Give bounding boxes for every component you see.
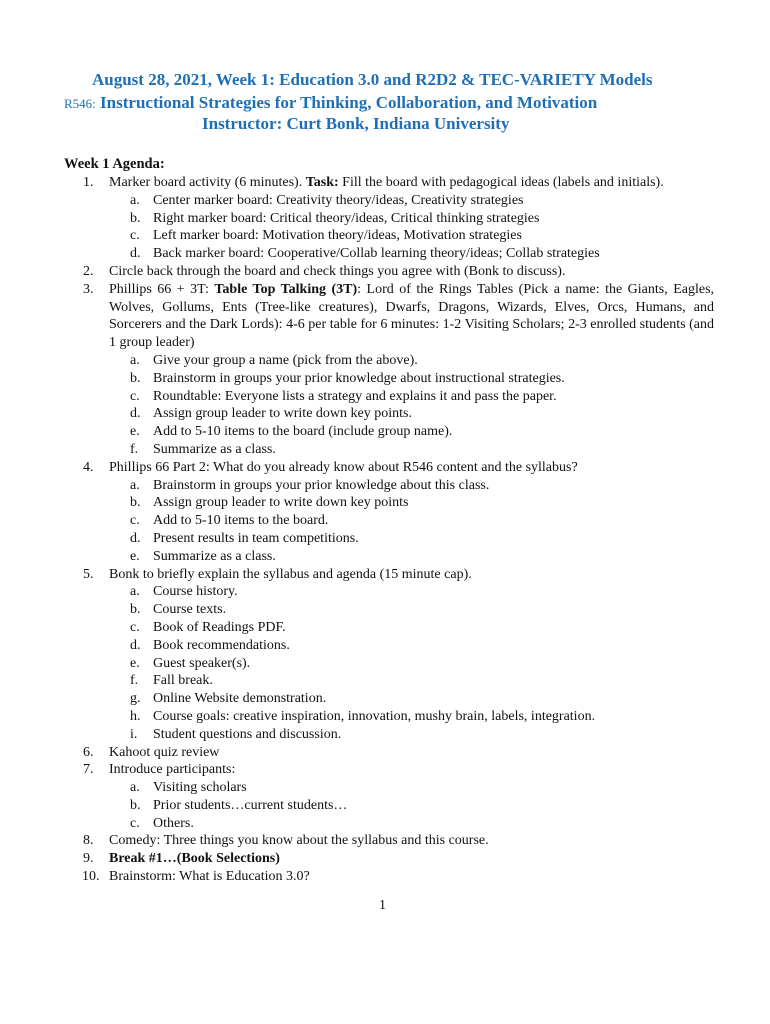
- agenda-subitem: [64, 708, 714, 726]
- item-text: Bonk to briefly explain the syllabus and agenda (15 minute cap).: [109, 566, 472, 582]
- agenda-subitem: [64, 370, 714, 388]
- item-text-post: : Lord of the Rings Tables (Pick a name: the Giants, Eagles, Wolves, Gollums, Ents (Tree-like creatures), Dwarfs, Dragons, Wizards, Elves, Orcs, Humans, and Sorcerers and the Dark Lords): 4-6 per table for 6 minutes: 1-2 Visiting Scholars; 2-3 enrolled students (and 1 group leader): [109, 281, 715, 351]
- item-text: Comedy: Three things you know about the syllabus and this course.: [109, 833, 489, 849]
- agenda-item: [64, 566, 714, 584]
- subitem-letter: a.: [130, 352, 140, 368]
- item-number: 1.: [83, 175, 94, 190]
- subitem-text: Right marker board: Critical theory/ideas, Critical thinking strategies: [153, 210, 540, 226]
- item-number: 7.: [83, 762, 94, 778]
- subitem-letter: d.: [130, 246, 141, 262]
- agenda-subitem: [64, 637, 714, 655]
- subitem-text: Roundtable: Everyone lists a strategy and explains it and pass the paper.: [153, 388, 557, 404]
- agenda-subitem: [64, 690, 714, 708]
- subitem-letter: h.: [130, 708, 141, 724]
- agenda-subitem: [64, 405, 714, 423]
- subitem-text: Fall break.: [153, 673, 213, 689]
- agenda-subitem: [64, 245, 714, 263]
- subitem-text: Guest speaker(s).: [153, 655, 251, 671]
- item-text: Phillips 66 Part 2: What do you already know about R546 content and the syllabus?: [109, 459, 578, 475]
- agenda-subitem: [64, 815, 714, 833]
- agenda-item: [64, 459, 714, 477]
- agenda-item: [64, 263, 714, 281]
- subitem-text: Prior students…current students…: [153, 797, 348, 813]
- agenda-item: [64, 832, 714, 850]
- subitem-text: Left marker board: Motivation theory/ideas, Motivation strategies: [153, 228, 522, 244]
- agenda-subitem: [64, 477, 714, 495]
- item-number: 5.: [83, 566, 94, 582]
- agenda-heading: Week 1 Agenda:: [64, 156, 165, 172]
- agenda-subitem: [64, 530, 714, 548]
- subitem-text: Course goals: creative inspiration, innovation, mushy brain, labels, integration.: [153, 708, 596, 724]
- agenda-subitem: [64, 512, 714, 530]
- subitem-letter: f.: [130, 441, 139, 457]
- agenda-subitem: [64, 655, 714, 673]
- subitem-letter: d.: [130, 530, 141, 546]
- item-text: Kahoot quiz review: [109, 744, 220, 760]
- agenda-subitem: [64, 352, 714, 370]
- subitem-letter: b.: [130, 797, 141, 813]
- agenda-subitem: [64, 192, 714, 210]
- subitem-letter: a.: [130, 584, 140, 600]
- item-number: 9.: [83, 851, 94, 867]
- subitem-letter: c.: [130, 619, 140, 635]
- subitem-letter: e.: [130, 548, 140, 564]
- subitem-text: Online Website demonstration.: [153, 691, 327, 707]
- subitem-letter: b.: [130, 370, 141, 386]
- subitem-letter: d.: [130, 637, 141, 653]
- subitem-text: Assign group leader to write down key points.: [153, 406, 412, 422]
- item-text: Break #1…(Book Selections): [109, 851, 280, 867]
- subitem-text: Brainstorm in groups your prior knowledge about this class.: [153, 477, 490, 493]
- agenda-subitem: [64, 726, 714, 744]
- agenda-subitem: [64, 548, 714, 566]
- subitem-text: Course texts.: [153, 602, 227, 618]
- item-text: [109, 175, 664, 190]
- subitem-text: Present results in team competitions.: [153, 530, 359, 546]
- item-number: 3.: [83, 281, 94, 297]
- subitem-text: Visiting scholars: [153, 780, 247, 796]
- subitem-text: Brainstorm in groups your prior knowledge about instructional strategies.: [153, 370, 565, 386]
- subitem-text: Center marker board: Creativity theory/ideas, Creativity strategies: [153, 192, 524, 208]
- document-title: August 28, 2021, Week 1: Education 3.0 and R2D2 & TEC-VARIETY Models: [92, 70, 653, 89]
- subitem-letter: c.: [130, 513, 140, 529]
- item-text: Introduce participants:: [109, 762, 236, 778]
- item-number: 8.: [83, 833, 94, 849]
- item-text-bold: Task:: [305, 175, 339, 190]
- item-number: 10.: [82, 869, 100, 885]
- subitem-letter: i.: [130, 726, 138, 742]
- item-text: Circle back through the board and check things you agree with (Bonk to discuss).: [109, 263, 566, 279]
- subitem-letter: b.: [130, 602, 141, 618]
- subitem-text: Course history.: [153, 584, 238, 600]
- subitem-text: Book of Readings PDF.: [153, 619, 286, 635]
- agenda-item: [64, 868, 714, 886]
- subitem-letter: a.: [130, 192, 140, 208]
- agenda-subitem: [64, 601, 714, 619]
- subitem-letter: d.: [130, 406, 141, 422]
- agenda-item: [64, 281, 714, 352]
- agenda-subitem: [64, 619, 714, 637]
- agenda-subitem: [64, 494, 714, 512]
- agenda-list: [64, 174, 714, 886]
- subitem-letter: b.: [130, 495, 141, 511]
- subitem-letter: c.: [130, 228, 140, 244]
- course-code: R546:: [64, 96, 96, 111]
- item-text-bold: Table Top Talking (3T): [214, 281, 358, 297]
- course-title: [64, 93, 597, 113]
- subitem-text: Book recommendations.: [153, 637, 290, 653]
- item-text-post: Fill the board with pedagogical ideas (labels and initials).: [338, 175, 664, 190]
- agenda-item: [64, 761, 714, 779]
- agenda-item: [64, 174, 714, 192]
- subitem-text: Back marker board: Cooperative/Collab learning theory/ideas; Collab strategies: [153, 246, 600, 262]
- subitem-text: Assign group leader to write down key points: [153, 495, 409, 511]
- item-number: 2.: [83, 263, 94, 279]
- agenda-item: [64, 850, 714, 868]
- subitem-letter: f.: [130, 673, 139, 689]
- subitem-letter: e.: [130, 424, 140, 440]
- subitem-text: Others.: [153, 815, 194, 831]
- agenda-subitem: [64, 227, 714, 245]
- course-name: Instructional Strategies for Thinking, Collaboration, and Motivation: [100, 93, 598, 112]
- agenda-subitem: [64, 423, 714, 441]
- item-number: 4.: [83, 459, 94, 475]
- agenda-subitem: [64, 441, 714, 459]
- agenda-item: [64, 744, 714, 762]
- item-text-pre: Phillips 66 + 3T:: [109, 281, 215, 297]
- agenda-subitem: [64, 672, 714, 690]
- subitem-text: Student questions and discussion.: [153, 726, 342, 742]
- subitem-text: Summarize as a class.: [153, 548, 276, 564]
- instructor-line: Instructor: Curt Bonk, Indiana University: [202, 114, 510, 133]
- agenda-subitem: [64, 210, 714, 228]
- item-text: [109, 282, 714, 350]
- item-text: Brainstorm: What is Education 3.0?: [109, 869, 310, 885]
- subitem-text: Give your group a name (pick from the above).: [153, 352, 418, 368]
- subitem-letter: e.: [130, 655, 140, 671]
- agenda-subitem: [64, 388, 714, 406]
- page-number: 1: [379, 898, 386, 913]
- subitem-text: Add to 5-10 items to the board.: [153, 513, 329, 529]
- subitem-text: Summarize as a class.: [153, 441, 276, 457]
- subitem-letter: g.: [130, 691, 141, 707]
- subitem-letter: c.: [130, 815, 140, 831]
- subitem-letter: a.: [130, 780, 140, 796]
- subitem-letter: b.: [130, 210, 141, 226]
- subitem-text: Add to 5-10 items to the board (include group name).: [153, 424, 453, 440]
- subitem-letter: a.: [130, 477, 140, 493]
- item-text-pre: Marker board activity (6 minutes).: [109, 175, 306, 190]
- item-number: 6.: [83, 744, 94, 760]
- agenda-subitem: [64, 797, 714, 815]
- subitem-letter: c.: [130, 388, 140, 404]
- agenda-subitem: [64, 779, 714, 797]
- agenda-subitem: [64, 583, 714, 601]
